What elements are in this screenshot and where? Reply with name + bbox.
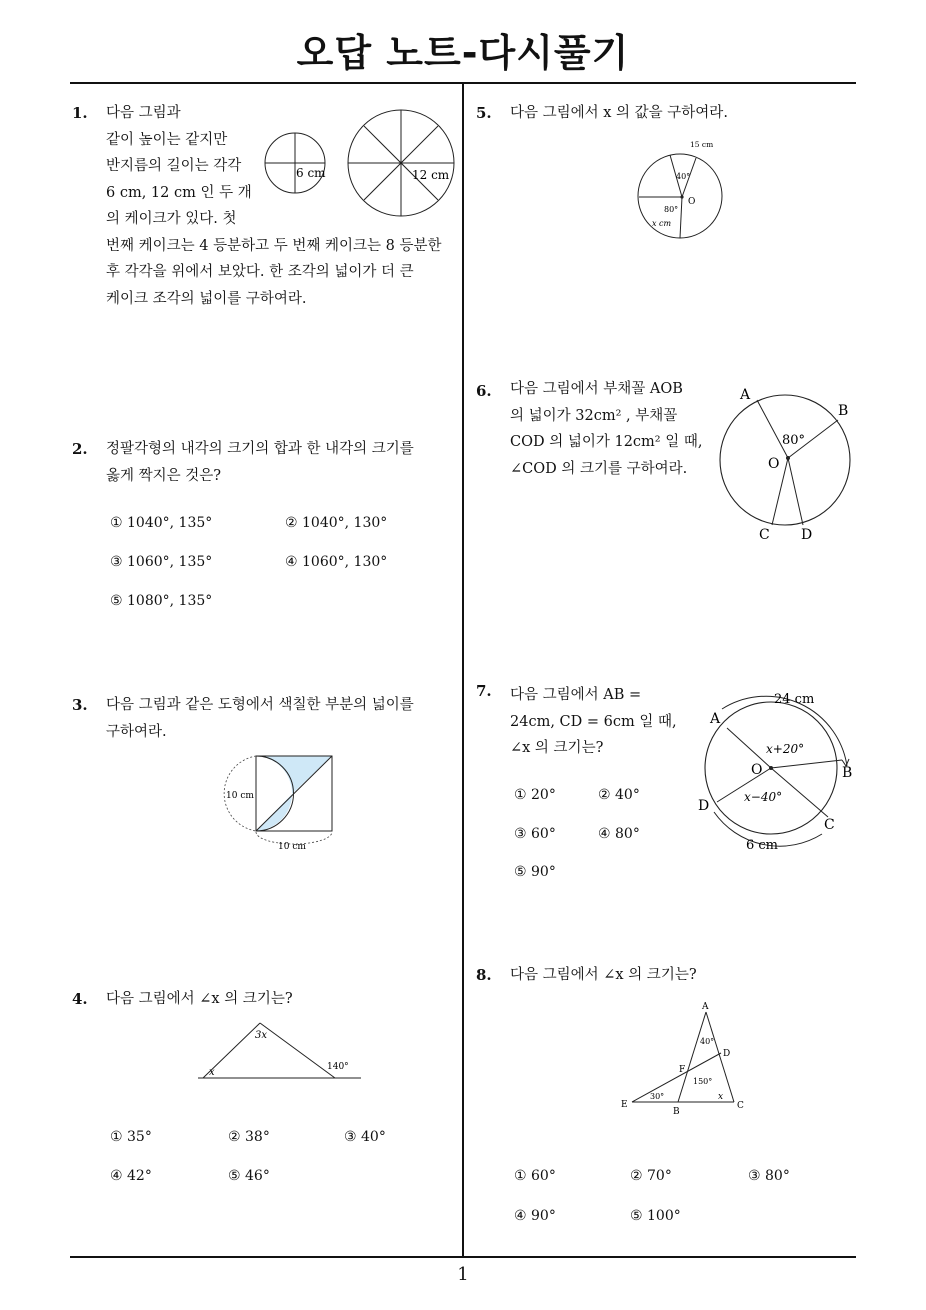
point-f-label: F: [679, 1065, 686, 1075]
sectors-figure: [712, 380, 862, 550]
question-number: 1.: [72, 104, 88, 122]
question-number: 2.: [72, 440, 88, 458]
question-number: 5.: [476, 104, 492, 122]
question-text: [510, 962, 697, 989]
circle-sector-figure: [634, 134, 734, 244]
arc-ab-label: 24 cm: [774, 692, 815, 707]
text-line: 24cm, CD = 6cm 일 때,: [510, 713, 677, 730]
point-c-label: C: [824, 817, 835, 833]
angle-40-label: 40°: [700, 1037, 715, 1046]
option-2[interactable]: ② 70°: [630, 1168, 672, 1184]
point-e-label: E: [621, 1100, 628, 1110]
question-number: 7.: [476, 682, 492, 700]
point-d-label: D: [723, 1049, 731, 1059]
text-line: 케이크 조각의 넓이를 구하여라.: [106, 290, 307, 307]
column-divider: [462, 82, 464, 1258]
page-number: 1: [457, 1264, 469, 1285]
angle-30-label: 30°: [650, 1092, 665, 1101]
text-line: 다음 그림에서 AB =: [510, 687, 642, 703]
option-2[interactable]: ② 40°: [598, 787, 640, 803]
point-b-label: B: [838, 403, 849, 419]
text-line: 다음 그림에서 부채꼴 AOB: [510, 381, 683, 397]
cakes-figure: [260, 105, 460, 225]
unknown-arc-label: x cm: [652, 219, 672, 228]
text-line: ∠COD 의 크기를 구하여라.: [510, 460, 688, 477]
angle-x-label: x: [718, 1092, 724, 1102]
small-radius-label: 6 cm: [296, 166, 326, 180]
footer-rule: [70, 1256, 856, 1258]
point-d-label: D: [698, 798, 710, 814]
bottom-length-label: 10 cm: [278, 842, 306, 852]
option-5[interactable]: ⑤ 1080°, 135°: [110, 593, 213, 609]
large-radius-label: 12 cm: [412, 168, 450, 182]
option-4[interactable]: ④ 80°: [598, 826, 640, 842]
text-line: 구하여라.: [106, 723, 167, 740]
option-3[interactable]: ③ 1060°, 135°: [110, 554, 213, 570]
text-line: 정팔각형의 내각의 크기의 합과 한 내각의 크기를: [106, 441, 414, 457]
side-length-label: 10 cm: [226, 791, 254, 801]
point-a-label: A: [702, 1002, 709, 1012]
point-d-label: D: [801, 527, 813, 543]
angle-upper-label: x+20°: [766, 742, 805, 756]
triangle-figure: [195, 1018, 365, 1083]
text-line: 후 각각을 위에서 보았다. 한 조각의 넓이가 더 큰: [106, 264, 414, 280]
question-text: [510, 376, 702, 482]
point-a-label: A: [740, 387, 751, 403]
question-text: [510, 100, 728, 127]
text-line: 반지름의 길이는 각각: [106, 158, 242, 174]
angle-40-label: 40°: [676, 172, 691, 181]
page-title: 오답 노트-다시풀기: [296, 31, 630, 75]
question-number: 8.: [476, 966, 492, 984]
center-label: O: [688, 197, 696, 207]
point-b-label: B: [673, 1107, 680, 1117]
question-text: [106, 436, 414, 489]
point-a-label: A: [710, 711, 721, 727]
apex-angle-label: 3x: [255, 1030, 268, 1041]
angle-lower-label: x−40°: [744, 790, 783, 804]
triangle-lines-figure: [618, 998, 758, 1118]
text-line: 의 케이크가 있다. 첫: [106, 211, 237, 227]
question-number: 4.: [72, 990, 88, 1008]
question-text: [510, 682, 677, 762]
option-5[interactable]: ⑤ 46°: [228, 1168, 270, 1184]
angle-label: 80°: [782, 433, 806, 448]
option-3[interactable]: ③ 80°: [748, 1168, 790, 1184]
option-2[interactable]: ② 38°: [228, 1129, 270, 1145]
text-line: 의 넓이가 32cm² , 부채꼴: [510, 407, 678, 424]
text-line: 번째 케이크는 4 등분하고 두 번째 케이크는 8 등분한: [106, 237, 442, 254]
option-4[interactable]: ④ 42°: [110, 1168, 152, 1184]
option-1[interactable]: ① 60°: [514, 1168, 556, 1184]
question-number: 3.: [72, 696, 88, 714]
text-line: 다음 그림에서 ∠x 의 크기는?: [106, 991, 293, 1007]
option-5[interactable]: ⑤ 90°: [514, 864, 556, 880]
angle-150-label: 150°: [693, 1077, 713, 1086]
exterior-angle-label: 140°: [327, 1062, 349, 1072]
text-line: 다음 그림과: [106, 105, 181, 121]
text-line: 다음 그림과 같은 도형에서 색칠한 부분의 넓이를: [106, 697, 414, 713]
text-line: 옳게 짝지은 것은?: [106, 467, 222, 484]
point-b-label: B: [842, 765, 853, 781]
question-text: [106, 692, 414, 745]
option-1[interactable]: ① 35°: [110, 1129, 152, 1145]
text-line: 같이 높이는 같지만: [106, 131, 228, 148]
arc-length-label: 15 cm: [690, 140, 714, 149]
option-4[interactable]: ④ 1060°, 130°: [285, 554, 388, 570]
text-line: 6 cm, 12 cm 인 두 개: [106, 184, 252, 201]
question-text: [106, 986, 293, 1013]
question-number: 6.: [476, 382, 492, 400]
text-line: ∠x 의 크기는?: [510, 740, 604, 756]
option-3[interactable]: ③ 60°: [514, 826, 556, 842]
option-1[interactable]: ① 20°: [514, 787, 556, 803]
option-5[interactable]: ⑤ 100°: [630, 1208, 681, 1224]
text-line: 다음 그림에서 ∠x 의 크기는?: [510, 967, 697, 983]
left-angle-label: x: [209, 1067, 215, 1078]
text-line: 다음 그림에서 x 의 값을 구하여라.: [510, 105, 728, 121]
center-label: O: [768, 456, 780, 472]
angle-80-label: 80°: [664, 205, 679, 214]
option-1[interactable]: ① 1040°, 135°: [110, 515, 213, 531]
center-label: O: [751, 762, 763, 778]
option-4[interactable]: ④ 90°: [514, 1208, 556, 1224]
text-line: COD 의 넓이가 12cm² 일 때,: [510, 434, 703, 450]
circle-arcs-figure: [692, 686, 862, 856]
point-c-label: C: [737, 1101, 744, 1111]
option-2[interactable]: ② 1040°, 130°: [285, 515, 388, 531]
arc-cd-label: 6 cm: [746, 838, 779, 853]
square-figure: [222, 750, 342, 855]
option-3[interactable]: ③ 40°: [344, 1129, 386, 1145]
point-c-label: C: [759, 527, 770, 543]
